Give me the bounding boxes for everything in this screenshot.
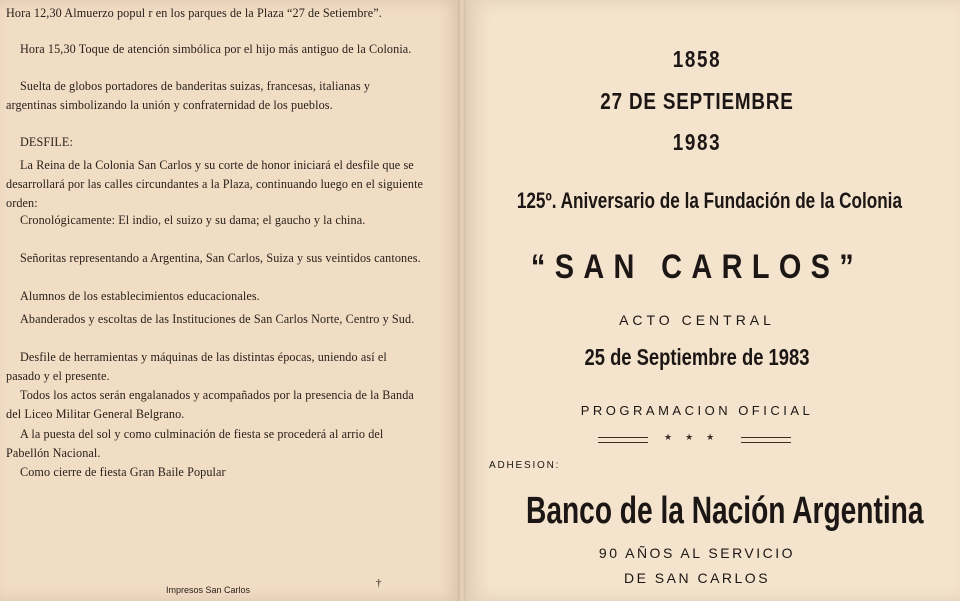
adhesion-label: ADHESION: — [489, 460, 561, 471]
program-title: PROGRAMACION OFICIAL — [580, 403, 814, 418]
divider-line-left — [598, 437, 648, 443]
program-item-alumnos: Alumnos de los establecimientos educacionales. — [20, 289, 260, 303]
foundation-date: 27 DE SEPTIEMBRE — [600, 88, 794, 114]
event-date: 25 de Septiembre de 1983 — [584, 344, 810, 370]
divider-line-right — [741, 437, 791, 443]
program-item-herramientas: Desfile de herramientas y máquinas de las distintas épocas, uniendo así el pasado y el presente. — [6, 350, 387, 383]
colony-name: “SAN CARLOS” — [530, 248, 864, 286]
program-item-almuerzo: Hora 12,30 Almuerzo popul r en los parques de la Plaza “27 de Setiembre”. — [6, 6, 382, 20]
program-item-arrio: A la puesta del sol y como culminación de fiesta se procederá al arrio del Pabellón Nacional. — [6, 427, 384, 460]
printer-credit: Impresos San Carlos — [166, 585, 251, 595]
sponsor-tagline-line1: 90 AÑOS AL SERVICIO — [598, 545, 796, 561]
program-item-senoritas: Señoritas representando a Argentina, San Carlos, Suiza y sus veintidos cantones. — [20, 251, 421, 265]
program-heading-desfile: DESFILE: — [20, 135, 73, 149]
program-item-abanderados: Abanderados y escoltas de las Instituciones de San Carlos Norte, Centro y Sud. — [20, 312, 415, 326]
anniversary-heading: 125º. Aniversario de la Fundación de la Colonia — [516, 188, 902, 213]
program-item-cronologicamente: Cronológicamente: El indio, el suizo y su dama; el gaucho y la china. — [20, 213, 366, 227]
year-end: 1983 — [672, 129, 722, 155]
page-mark: † — [376, 577, 382, 589]
program-item-baile: Como cierre de fiesta Gran Baile Popular — [20, 465, 226, 479]
sponsor-name: Banco de la Nación Argentina — [526, 490, 924, 532]
sponsor-tagline-line2: DE SAN CARLOS — [623, 570, 771, 586]
program-item-reina: La Reina de la Colonia San Carlos y su corte de honor iniciará el desfile que se desarrollará por las calles circundantes a la Plaza, continuando luego en el siguiente orden: — [6, 158, 424, 210]
program-item-banda: Todos los actos serán engalanados y acompañados por la presencia de la Banda del Liceo Militar General Belgrano. — [6, 388, 414, 421]
program-item-globos: Suelta de globos portadores de banderitas suizas, francesas, italianas y argentinas simbolizando la unión y confraternidad de los pueblos. — [6, 79, 371, 112]
star-icon-row: ★★★ — [664, 432, 728, 442]
event-title: ACTO CENTRAL — [619, 312, 775, 328]
page-fold — [458, 0, 466, 601]
year-start: 1858 — [672, 46, 722, 72]
program-item-toque: Hora 15,30 Toque de atención simbólica por el hijo más antiguo de la Colonia. — [20, 42, 412, 56]
